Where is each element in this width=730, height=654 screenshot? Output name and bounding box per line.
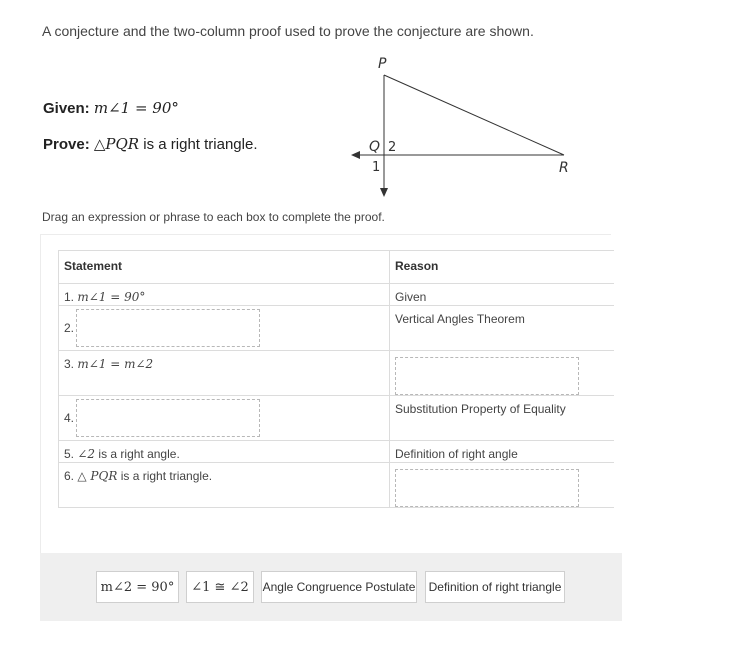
label-q: Q (369, 139, 381, 155)
chip-angle1-congruent-angle2[interactable]: ∠1 ≅ ∠2 (186, 571, 254, 603)
answer-bank (40, 553, 622, 621)
prove-rest: is a right triangle. (139, 136, 258, 153)
statement-drop-box-4[interactable] (76, 399, 260, 437)
row-number: 3. (64, 357, 75, 371)
statement-text: is a right triangle. (117, 469, 213, 483)
chip-m-angle2-90[interactable]: m∠2 = 90° (96, 571, 179, 603)
table-row (59, 351, 615, 396)
prove-line (43, 135, 257, 153)
table-row (59, 441, 615, 463)
statement-math: △ PQR (77, 469, 118, 483)
statement-text: m∠1 = m∠2 (77, 357, 154, 371)
statement-cell (59, 284, 390, 306)
proof-table (58, 250, 614, 508)
label-r: R (559, 160, 569, 176)
reason-drop-box-3[interactable] (395, 357, 579, 395)
reason-header: Reason (390, 251, 615, 284)
reason-drop-box-6[interactable] (395, 469, 579, 507)
row-number: 6. (64, 469, 75, 483)
given-value: m∠1 = 90° (93, 99, 179, 117)
statement-drop-box-2[interactable] (76, 309, 260, 347)
row-number: 2. (64, 321, 75, 335)
statement-cell (59, 463, 390, 508)
table-row (59, 284, 615, 306)
arrow-left-icon (351, 151, 360, 159)
table-header-row (59, 251, 615, 284)
chip-definition-right-triangle[interactable]: Definition of right triangle (425, 571, 565, 603)
reason-cell (390, 351, 615, 396)
prove-triangle-name: PQR (105, 135, 140, 153)
reason-cell: Definition of right angle (390, 441, 615, 463)
arrow-down-icon (380, 188, 388, 197)
instructions-text: Drag an expression or phrase to each box to complete the proof. (42, 210, 385, 224)
statement-header: Statement (59, 251, 390, 284)
reason-cell: Substitution Property of Equality (390, 396, 615, 441)
intro-text: A conjecture and the two-column proof used to prove the conjecture are shown. (42, 23, 534, 39)
row-number: 5. (64, 447, 75, 461)
reason-cell: Vertical Angles Theorem (390, 306, 615, 351)
statement-cell (59, 441, 390, 463)
label-angle2: 2 (388, 140, 397, 155)
statement-cell (59, 351, 390, 396)
statement-cell (59, 306, 390, 351)
reason-cell: Given (390, 284, 615, 306)
reason-cell (390, 463, 615, 508)
chip-angle-congruence-postulate[interactable]: Angle Congruence Postulate (261, 571, 417, 603)
statement-cell (59, 396, 390, 441)
given-label: Given: (43, 100, 90, 117)
table-row (59, 463, 615, 508)
table-row (59, 306, 615, 351)
prove-label: Prove: (43, 136, 90, 153)
triangle-symbol: △ (93, 136, 106, 153)
row-number: 1. (64, 290, 75, 304)
side-pr (384, 75, 564, 155)
label-angle1: 1 (372, 160, 381, 175)
triangle-figure (340, 52, 590, 202)
row-number: 4. (64, 411, 75, 425)
statement-math: ∠2 (77, 447, 96, 461)
statement-text: m∠1 = 90° (77, 290, 146, 304)
statement-text: is a right angle. (95, 447, 180, 461)
table-row (59, 396, 615, 441)
given-line (43, 99, 179, 117)
label-p: P (378, 56, 387, 72)
